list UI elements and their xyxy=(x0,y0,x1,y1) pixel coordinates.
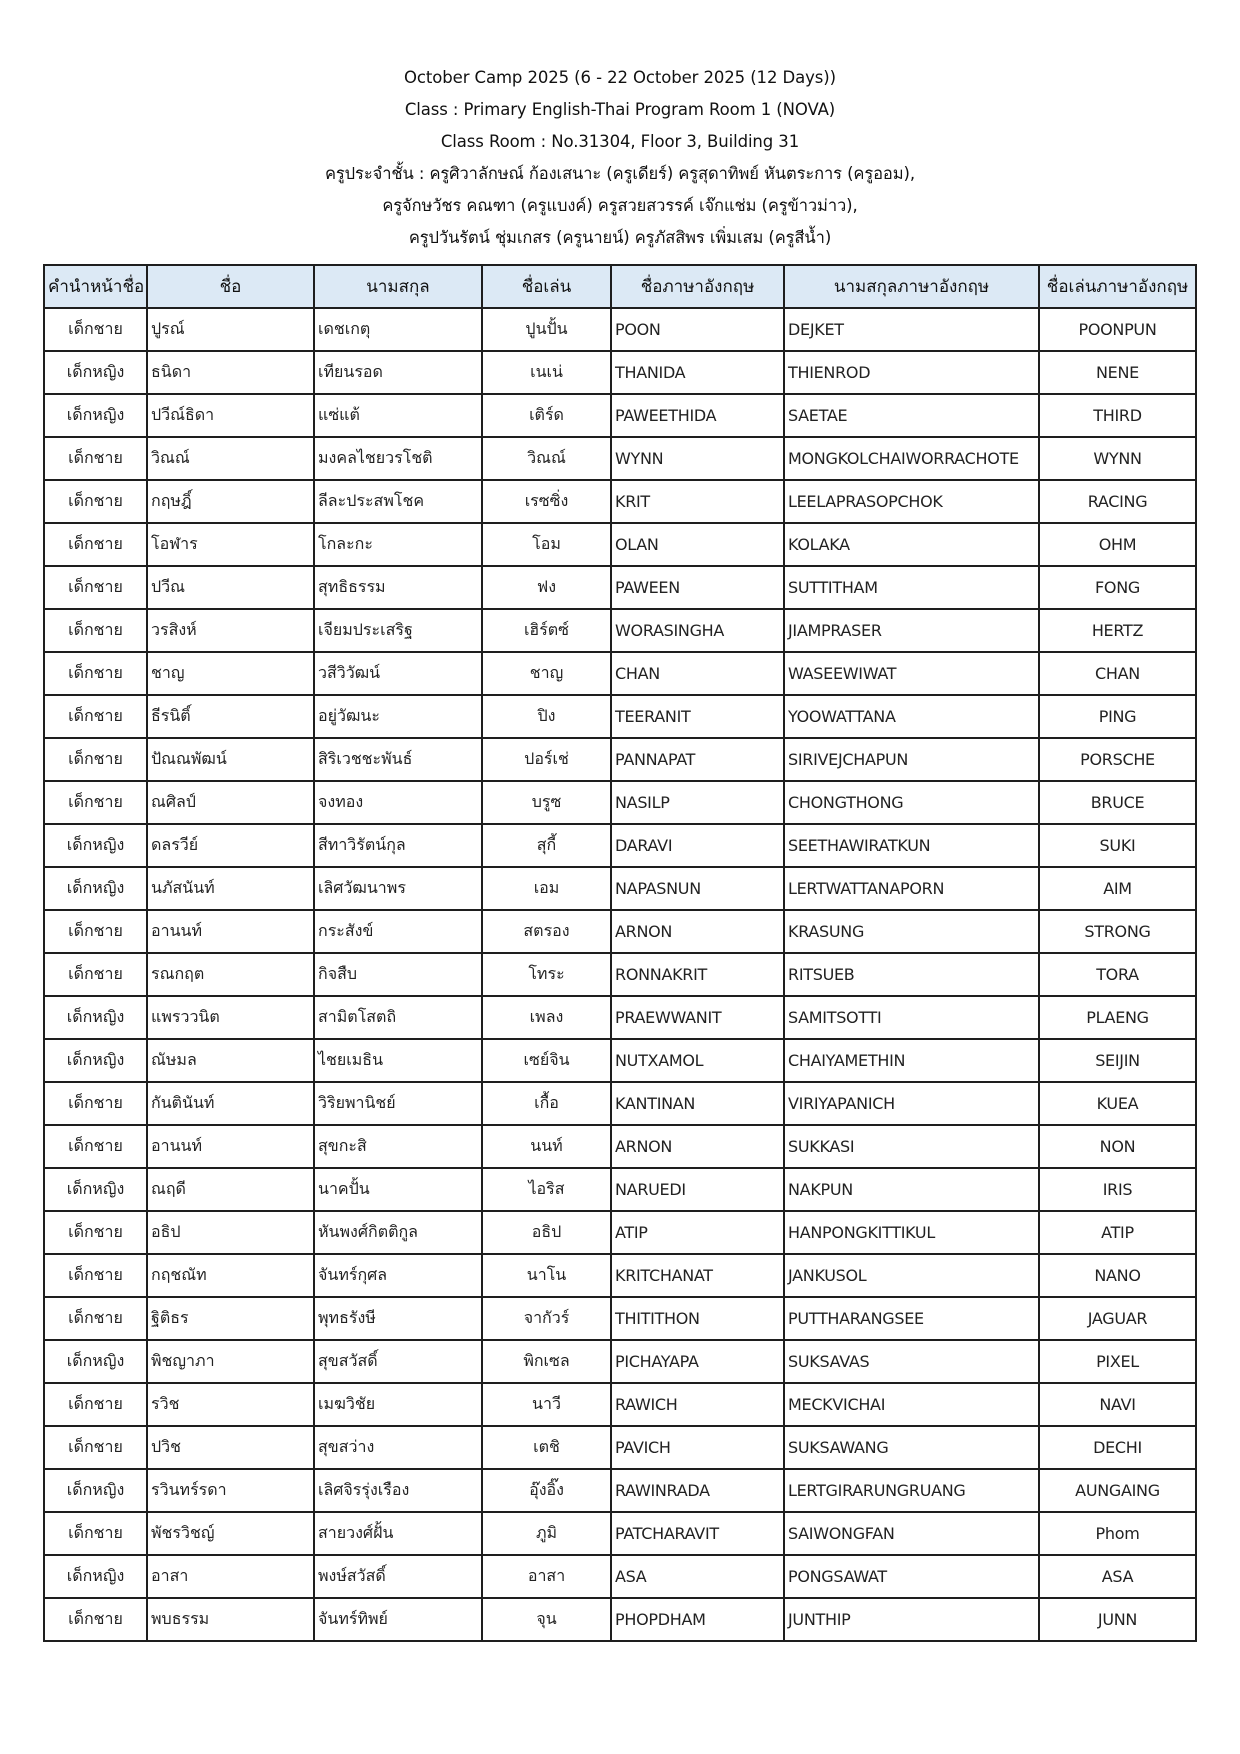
nickname-cell: นนท์ xyxy=(482,1125,611,1168)
title-prefix-cell: เด็กชาย xyxy=(44,308,147,351)
nickname-cell: โทระ xyxy=(482,953,611,996)
last-name-cell: วิริยพานิชย์ xyxy=(314,1082,482,1125)
first-name-cell: ณฤดี xyxy=(147,1168,314,1211)
last-name-cell: โกละกะ xyxy=(314,523,482,566)
last-name-cell: อยู่วัฒนะ xyxy=(314,695,482,738)
header-nickname: ชื่อเล่น xyxy=(482,265,611,308)
english-nickname-cell: PORSCHE xyxy=(1039,738,1196,781)
english-first-name-cell: PAWEEN xyxy=(611,566,784,609)
english-first-name-cell: NAPASNUN xyxy=(611,867,784,910)
english-nickname-cell: SUKI xyxy=(1039,824,1196,867)
english-first-name-cell: OLAN xyxy=(611,523,784,566)
first-name-cell: วรสิงห์ xyxy=(147,609,314,652)
nickname-cell: สตรอง xyxy=(482,910,611,953)
nickname-cell: เรซซิ่ง xyxy=(482,480,611,523)
table-row xyxy=(44,523,1196,566)
english-nickname-cell: CHAN xyxy=(1039,652,1196,695)
english-nickname-cell: ATIP xyxy=(1039,1211,1196,1254)
nickname-cell: เนเน่ xyxy=(482,351,611,394)
first-name-cell: ณัษมล xyxy=(147,1039,314,1082)
last-name-cell: เลิศวัฒนาพร xyxy=(314,867,482,910)
english-nickname-cell: NON xyxy=(1039,1125,1196,1168)
english-last-name-cell: PONGSAWAT xyxy=(784,1555,1039,1598)
table-row xyxy=(44,824,1196,867)
english-last-name-cell: WASEEWIWAT xyxy=(784,652,1039,695)
first-name-cell: นภัสนันท์ xyxy=(147,867,314,910)
english-first-name-cell: PAWEETHIDA xyxy=(611,394,784,437)
first-name-cell: กฤชณัท xyxy=(147,1254,314,1297)
first-name-cell: แพรววนิต xyxy=(147,996,314,1039)
nickname-cell: เกื้อ xyxy=(482,1082,611,1125)
table-row xyxy=(44,1082,1196,1125)
table-row xyxy=(44,652,1196,695)
english-last-name-cell: SUKSAWANG xyxy=(784,1426,1039,1469)
last-name-cell: พุทธรังษี xyxy=(314,1297,482,1340)
last-name-cell: สุขสว่าง xyxy=(314,1426,482,1469)
english-first-name-cell: PHOPDHAM xyxy=(611,1598,784,1641)
english-first-name-cell: NUTXAMOL xyxy=(611,1039,784,1082)
english-first-name-cell: RAWICH xyxy=(611,1383,784,1426)
first-name-cell: กันตินันท์ xyxy=(147,1082,314,1125)
first-name-cell: อธิป xyxy=(147,1211,314,1254)
english-first-name-cell: ASA xyxy=(611,1555,784,1598)
nickname-cell: ภูมิ xyxy=(482,1512,611,1555)
last-name-cell: สิริเวชชะพันธ์ xyxy=(314,738,482,781)
nickname-cell: บรูซ xyxy=(482,781,611,824)
english-first-name-cell: CHAN xyxy=(611,652,784,695)
title-prefix-cell: เด็กชาย xyxy=(44,1254,147,1297)
title-prefix-cell: เด็กชาย xyxy=(44,1426,147,1469)
english-last-name-cell: HANPONGKITTIKUL xyxy=(784,1211,1039,1254)
english-first-name-cell: KRITCHANAT xyxy=(611,1254,784,1297)
english-nickname-cell: PIXEL xyxy=(1039,1340,1196,1383)
nickname-cell: อุ๊งอิ๊ง xyxy=(482,1469,611,1512)
table-header-row xyxy=(44,265,1196,308)
table-row xyxy=(44,480,1196,523)
title-prefix-cell: เด็กชาย xyxy=(44,738,147,781)
first-name-cell: รวินทร์รดา xyxy=(147,1469,314,1512)
english-nickname-cell: JAGUAR xyxy=(1039,1297,1196,1340)
nickname-cell: ไอริส xyxy=(482,1168,611,1211)
table-row xyxy=(44,695,1196,738)
table-row xyxy=(44,1340,1196,1383)
english-nickname-cell: ASA xyxy=(1039,1555,1196,1598)
table-row xyxy=(44,1211,1196,1254)
nickname-cell: อาสา xyxy=(482,1555,611,1598)
english-last-name-cell: VIRIYAPANICH xyxy=(784,1082,1039,1125)
english-last-name-cell: SAMITSOTTI xyxy=(784,996,1039,1039)
english-nickname-cell: STRONG xyxy=(1039,910,1196,953)
title-prefix-cell: เด็กชาย xyxy=(44,781,147,824)
first-name-cell: ปวีณ์ธิดา xyxy=(147,394,314,437)
nickname-cell: จากัวร์ xyxy=(482,1297,611,1340)
english-last-name-cell: YOOWATTANA xyxy=(784,695,1039,738)
header-title-prefix: คำนำหน้าชื่อ xyxy=(44,265,147,308)
english-last-name-cell: JUNTHIP xyxy=(784,1598,1039,1641)
title-prefix-cell: เด็กหญิง xyxy=(44,1039,147,1082)
table-row xyxy=(44,1598,1196,1641)
english-last-name-cell: CHONGTHONG xyxy=(784,781,1039,824)
table-row xyxy=(44,781,1196,824)
english-nickname-cell: RACING xyxy=(1039,480,1196,523)
title-prefix-cell: เด็กชาย xyxy=(44,652,147,695)
title-prefix-cell: เด็กชาย xyxy=(44,523,147,566)
table-row xyxy=(44,738,1196,781)
english-last-name-cell: MECKVICHAI xyxy=(784,1383,1039,1426)
english-nickname-cell: DECHI xyxy=(1039,1426,1196,1469)
last-name-cell: สามิตโสตถิ xyxy=(314,996,482,1039)
first-name-cell: ณศิลป์ xyxy=(147,781,314,824)
title-prefix-cell: เด็กชาย xyxy=(44,910,147,953)
first-name-cell: ปูรณ์ xyxy=(147,308,314,351)
title-prefix-cell: เด็กชาย xyxy=(44,566,147,609)
english-nickname-cell: AIM xyxy=(1039,867,1196,910)
table-row xyxy=(44,1426,1196,1469)
title-prefix-cell: เด็กหญิง xyxy=(44,996,147,1039)
english-last-name-cell: PUTTHARANGSEE xyxy=(784,1297,1039,1340)
last-name-cell: จงทอง xyxy=(314,781,482,824)
first-name-cell: ปัณณพัฒน์ xyxy=(147,738,314,781)
last-name-cell: วสีวิวัฒน์ xyxy=(314,652,482,695)
english-first-name-cell: RONNAKRIT xyxy=(611,953,784,996)
first-name-cell: ชาญ xyxy=(147,652,314,695)
first-name-cell: พัชรวิชญ์ xyxy=(147,1512,314,1555)
english-last-name-cell: LERTWATTANAPORN xyxy=(784,867,1039,910)
english-nickname-cell: JUNN xyxy=(1039,1598,1196,1641)
nickname-cell: ชาญ xyxy=(482,652,611,695)
title-prefix-cell: เด็กชาย xyxy=(44,1512,147,1555)
class-name: Class : Primary English-Thai Program Room 1 (NOVA) xyxy=(404,100,836,119)
nickname-cell: วิณณ์ xyxy=(482,437,611,480)
english-first-name-cell: THANIDA xyxy=(611,351,784,394)
english-last-name-cell: LEELAPRASOPCHOK xyxy=(784,480,1039,523)
title-prefix-cell: เด็กชาย xyxy=(44,1598,147,1641)
header-english-last-name: นามสกุลภาษาอังกฤษ xyxy=(784,265,1039,308)
nickname-cell: เซย์จิน xyxy=(482,1039,611,1082)
title-prefix-cell: เด็กชาย xyxy=(44,953,147,996)
title-prefix-cell: เด็กชาย xyxy=(44,1211,147,1254)
document-header xyxy=(0,62,1240,254)
last-name-cell: พงษ์สวัสดิ์ xyxy=(314,1555,482,1598)
title-prefix-cell: เด็กชาย xyxy=(44,1125,147,1168)
english-nickname-cell: THIRD xyxy=(1039,394,1196,437)
last-name-cell: กิจสืบ xyxy=(314,953,482,996)
first-name-cell: ธีรนิติ์ xyxy=(147,695,314,738)
last-name-cell: เจียมประเสริฐ xyxy=(314,609,482,652)
last-name-cell: มงคลไชยวรโชติ xyxy=(314,437,482,480)
table-row xyxy=(44,351,1196,394)
nickname-cell: สุกี้ xyxy=(482,824,611,867)
last-name-cell: สุขสวัสดิ์ xyxy=(314,1340,482,1383)
last-name-cell: ลีละประสพโชค xyxy=(314,480,482,523)
header-last-name: นามสกุล xyxy=(314,265,482,308)
table-row xyxy=(44,308,1196,351)
english-nickname-cell: PLAENG xyxy=(1039,996,1196,1039)
english-first-name-cell: POON xyxy=(611,308,784,351)
english-last-name-cell: SEETHAWIRATKUN xyxy=(784,824,1039,867)
last-name-cell: สุทธิธรรม xyxy=(314,566,482,609)
table-row xyxy=(44,1039,1196,1082)
english-last-name-cell: SAETAE xyxy=(784,394,1039,437)
english-nickname-cell: NENE xyxy=(1039,351,1196,394)
english-first-name-cell: PRAEWWANIT xyxy=(611,996,784,1039)
nickname-cell: เติร์ด xyxy=(482,394,611,437)
table-row xyxy=(44,910,1196,953)
english-nickname-cell: WYNN xyxy=(1039,437,1196,480)
english-nickname-cell: IRIS xyxy=(1039,1168,1196,1211)
table-row xyxy=(44,867,1196,910)
table-row xyxy=(44,437,1196,480)
english-first-name-cell: TEERANIT xyxy=(611,695,784,738)
english-first-name-cell: ARNON xyxy=(611,1125,784,1168)
nickname-cell: เพลง xyxy=(482,996,611,1039)
header-english-nickname: ชื่อเล่นภาษาอังกฤษ xyxy=(1039,265,1196,308)
table-row xyxy=(44,1168,1196,1211)
nickname-cell: นาวี xyxy=(482,1383,611,1426)
title-prefix-cell: เด็กหญิง xyxy=(44,1168,147,1211)
nickname-cell: ปิง xyxy=(482,695,611,738)
english-last-name-cell: SUKSAVAS xyxy=(784,1340,1039,1383)
first-name-cell: โอฬาร xyxy=(147,523,314,566)
title-prefix-cell: เด็กหญิง xyxy=(44,1555,147,1598)
header-english-first-name: ชื่อภาษาอังกฤษ xyxy=(611,265,784,308)
first-name-cell: อานนท์ xyxy=(147,1125,314,1168)
english-first-name-cell: WYNN xyxy=(611,437,784,480)
class-room: Class Room : No.31304, Floor 3, Building 31 xyxy=(440,132,800,151)
english-first-name-cell: THITITHON xyxy=(611,1297,784,1340)
last-name-cell: สุขกะสิ xyxy=(314,1125,482,1168)
english-first-name-cell: KRIT xyxy=(611,480,784,523)
header-first-name: ชื่อ xyxy=(147,265,314,308)
nickname-cell: ปอร์เช่ xyxy=(482,738,611,781)
english-nickname-cell: TORA xyxy=(1039,953,1196,996)
table-row xyxy=(44,1297,1196,1340)
english-nickname-cell: Phom xyxy=(1039,1512,1196,1555)
first-name-cell: ปวิช xyxy=(147,1426,314,1469)
first-name-cell: อาสา xyxy=(147,1555,314,1598)
english-first-name-cell: ARNON xyxy=(611,910,784,953)
homeroom-teachers-line-3: ครูปวันรัตน์ ชุ่มเกสร (ครูนายน์) ครูภัสสิพร เพิ่มเสม (ครูสีน้ำ) xyxy=(408,228,832,247)
table-row xyxy=(44,1555,1196,1598)
title-prefix-cell: เด็กหญิง xyxy=(44,1469,147,1512)
english-first-name-cell: PAVICH xyxy=(611,1426,784,1469)
english-nickname-cell: POONPUN xyxy=(1039,308,1196,351)
table-row xyxy=(44,1512,1196,1555)
nickname-cell: เฮิร์ตซ์ xyxy=(482,609,611,652)
english-last-name-cell: SAIWONGFAN xyxy=(784,1512,1039,1555)
first-name-cell: กฤษฎิ์ xyxy=(147,480,314,523)
english-nickname-cell: BRUCE xyxy=(1039,781,1196,824)
english-first-name-cell: WORASINGHA xyxy=(611,609,784,652)
english-nickname-cell: PING xyxy=(1039,695,1196,738)
english-first-name-cell: ATIP xyxy=(611,1211,784,1254)
nickname-cell: นาโน xyxy=(482,1254,611,1297)
nickname-cell: อธิป xyxy=(482,1211,611,1254)
student-roster-table xyxy=(43,264,1197,1642)
first-name-cell: อานนท์ xyxy=(147,910,314,953)
title-prefix-cell: เด็กหญิง xyxy=(44,351,147,394)
last-name-cell: จันทร์กุศล xyxy=(314,1254,482,1297)
last-name-cell: แซ่แต้ xyxy=(314,394,482,437)
nickname-cell: โอม xyxy=(482,523,611,566)
camp-title: October Camp 2025 (6 - 22 October 2025 (12 Days)) xyxy=(404,68,836,87)
english-last-name-cell: CHAIYAMETHIN xyxy=(784,1039,1039,1082)
english-last-name-cell: JANKUSOL xyxy=(784,1254,1039,1297)
english-first-name-cell: NARUEDI xyxy=(611,1168,784,1211)
last-name-cell: นาคปั้น xyxy=(314,1168,482,1211)
english-last-name-cell: LERTGIRARUNGRUANG xyxy=(784,1469,1039,1512)
table-row xyxy=(44,394,1196,437)
english-nickname-cell: OHM xyxy=(1039,523,1196,566)
english-last-name-cell: SUTTITHAM xyxy=(784,566,1039,609)
last-name-cell: เดชเกตุ xyxy=(314,308,482,351)
last-name-cell: ไชยเมธิน xyxy=(314,1039,482,1082)
english-first-name-cell: RAWINRADA xyxy=(611,1469,784,1512)
first-name-cell: ดลรวีย์ xyxy=(147,824,314,867)
nickname-cell: พิกเซล xyxy=(482,1340,611,1383)
last-name-cell: สีทาวิรัตน์กุล xyxy=(314,824,482,867)
title-prefix-cell: เด็กชาย xyxy=(44,609,147,652)
first-name-cell: พิชญาภา xyxy=(147,1340,314,1383)
table-row xyxy=(44,609,1196,652)
title-prefix-cell: เด็กหญิง xyxy=(44,824,147,867)
english-nickname-cell: AUNGAING xyxy=(1039,1469,1196,1512)
title-prefix-cell: เด็กหญิง xyxy=(44,867,147,910)
english-last-name-cell: THIENROD xyxy=(784,351,1039,394)
nickname-cell: เอม xyxy=(482,867,611,910)
first-name-cell: ฐิติธร xyxy=(147,1297,314,1340)
nickname-cell: จุน xyxy=(482,1598,611,1641)
title-prefix-cell: เด็กชาย xyxy=(44,1297,147,1340)
table-row xyxy=(44,566,1196,609)
first-name-cell: ปวีณ xyxy=(147,566,314,609)
table-row xyxy=(44,996,1196,1039)
last-name-cell: หันพงศ์กิตติกูล xyxy=(314,1211,482,1254)
first-name-cell: พบธรรม xyxy=(147,1598,314,1641)
last-name-cell: จันทร์ทิพย์ xyxy=(314,1598,482,1641)
english-nickname-cell: SEIJIN xyxy=(1039,1039,1196,1082)
first-name-cell: วิณณ์ xyxy=(147,437,314,480)
english-first-name-cell: DARAVI xyxy=(611,824,784,867)
last-name-cell: เมฆวิชัย xyxy=(314,1383,482,1426)
table-row xyxy=(44,1254,1196,1297)
last-name-cell: เลิศจิรรุ่งเรือง xyxy=(314,1469,482,1512)
nickname-cell: ปูนปั้น xyxy=(482,308,611,351)
last-name-cell: เทียนรอด xyxy=(314,351,482,394)
english-first-name-cell: KANTINAN xyxy=(611,1082,784,1125)
english-nickname-cell: KUEA xyxy=(1039,1082,1196,1125)
english-first-name-cell: PATCHARAVIT xyxy=(611,1512,784,1555)
english-first-name-cell: NASILP xyxy=(611,781,784,824)
last-name-cell: สายวงศ์ฝั้น xyxy=(314,1512,482,1555)
title-prefix-cell: เด็กชาย xyxy=(44,437,147,480)
table-row xyxy=(44,1469,1196,1512)
english-last-name-cell: SUKKASI xyxy=(784,1125,1039,1168)
first-name-cell: รวิช xyxy=(147,1383,314,1426)
english-last-name-cell: SIRIVEJCHAPUN xyxy=(784,738,1039,781)
english-last-name-cell: JIAMPRASER xyxy=(784,609,1039,652)
table-row xyxy=(44,1383,1196,1426)
homeroom-teachers-line-1: ครูประจำชั้น : ครูศิวาลักษณ์ ก้องเสนาะ (ครูเดียร์) ครูสุดาทิพย์ หันตระการ (ครูออม), xyxy=(324,164,915,183)
title-prefix-cell: เด็กชาย xyxy=(44,480,147,523)
table-body xyxy=(44,308,1196,1641)
title-prefix-cell: เด็กชาย xyxy=(44,695,147,738)
title-prefix-cell: เด็กหญิง xyxy=(44,394,147,437)
english-first-name-cell: PICHAYAPA xyxy=(611,1340,784,1383)
english-nickname-cell: FONG xyxy=(1039,566,1196,609)
english-last-name-cell: DEJKET xyxy=(784,308,1039,351)
title-prefix-cell: เด็กชาย xyxy=(44,1082,147,1125)
table-row xyxy=(44,953,1196,996)
english-last-name-cell: MONGKOLCHAIWORRACHOTE xyxy=(784,437,1039,480)
homeroom-teachers-line-2: ครูจักษวัชร คณฑา (ครูแบงค์) ครูสวยสวรรค์ เจ๊กแช่ม (ครูข้าวม่าว), xyxy=(382,196,858,215)
english-last-name-cell: KOLAKA xyxy=(784,523,1039,566)
last-name-cell: กระสังข์ xyxy=(314,910,482,953)
nickname-cell: เตชิ xyxy=(482,1426,611,1469)
english-nickname-cell: NANO xyxy=(1039,1254,1196,1297)
title-prefix-cell: เด็กหญิง xyxy=(44,1340,147,1383)
english-last-name-cell: RITSUEB xyxy=(784,953,1039,996)
first-name-cell: ธนิดา xyxy=(147,351,314,394)
english-first-name-cell: PANNAPAT xyxy=(611,738,784,781)
title-prefix-cell: เด็กชาย xyxy=(44,1383,147,1426)
english-last-name-cell: NAKPUN xyxy=(784,1168,1039,1211)
table-row xyxy=(44,1125,1196,1168)
english-nickname-cell: HERTZ xyxy=(1039,609,1196,652)
first-name-cell: รณกฤต xyxy=(147,953,314,996)
english-nickname-cell: NAVI xyxy=(1039,1383,1196,1426)
nickname-cell: ฟง xyxy=(482,566,611,609)
english-last-name-cell: KRASUNG xyxy=(784,910,1039,953)
